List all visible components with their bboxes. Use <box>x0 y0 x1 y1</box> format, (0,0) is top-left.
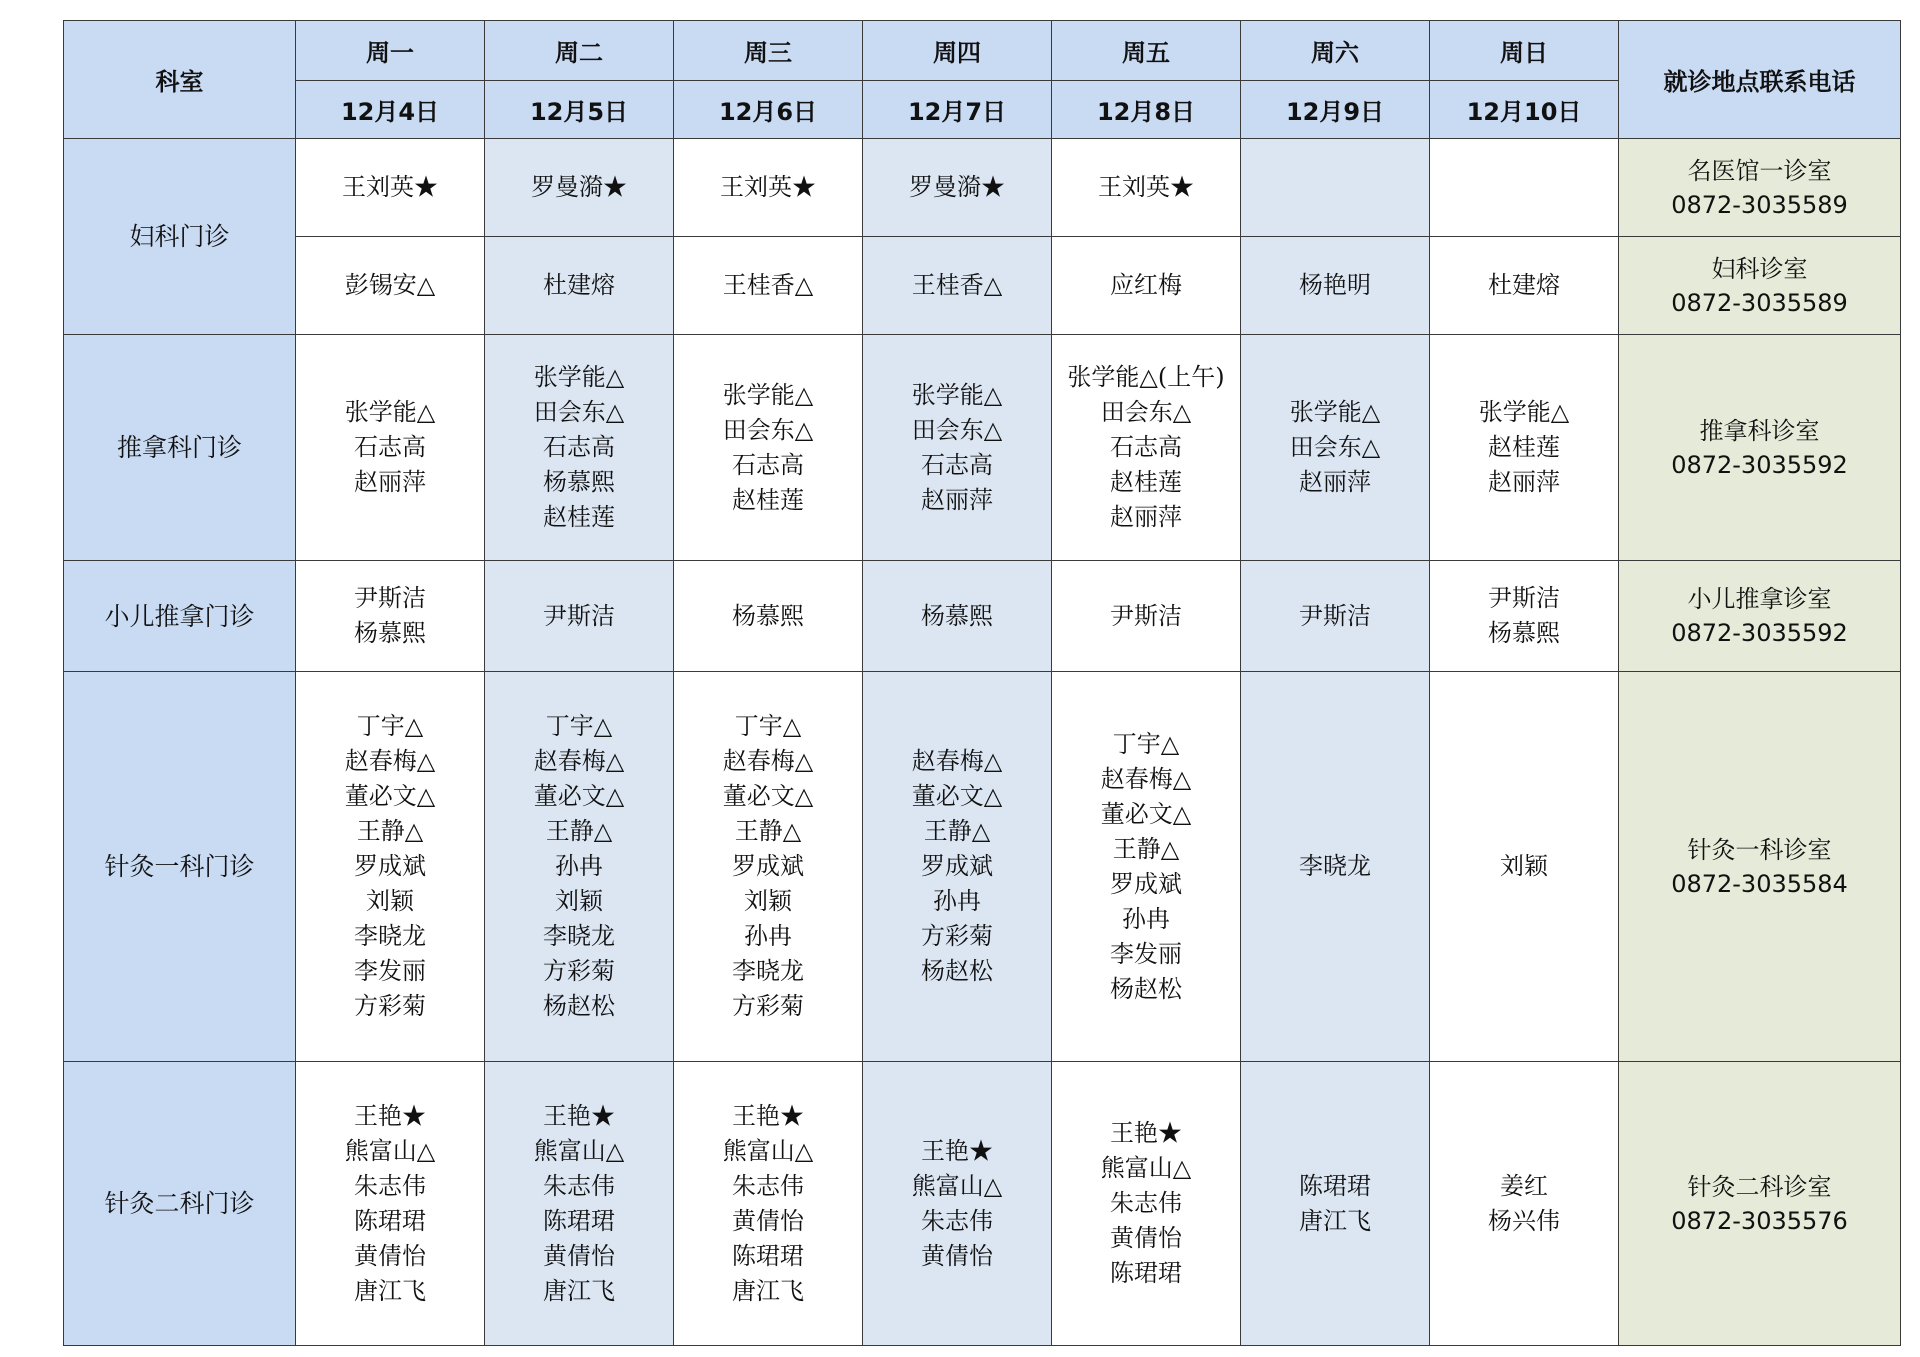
doctor-name: 王静△ <box>1112 834 1180 863</box>
schedule-body <box>64 139 1901 1346</box>
doctor-name: 陈珺珺 <box>543 1206 615 1235</box>
doctor-name: 石志高 <box>1110 433 1182 461</box>
doctor-name: 丁宇△ <box>356 712 424 740</box>
schedule-table <box>63 20 1901 1346</box>
header-weekday-mon: 周一 <box>296 21 485 81</box>
doctor-name: 赵桂莲 <box>1110 468 1182 496</box>
doctor-name: 石志高 <box>921 450 993 479</box>
schedule-cell-mon <box>296 335 485 561</box>
schedule-cell-sun <box>1430 561 1619 672</box>
doctor-name: 尹斯洁 <box>543 601 615 630</box>
location-acupuncture-1 <box>1619 672 1901 1062</box>
doctor-name: 黄倩怡 <box>543 1241 615 1270</box>
doctor-name: 尹斯洁 <box>354 584 426 612</box>
doctor-name: 罗成斌 <box>354 852 426 880</box>
doctor-name: 杨慕熙 <box>1488 619 1560 647</box>
header-weekday-thu: 周四 <box>863 21 1052 81</box>
doctor-name: 王静△ <box>356 817 424 845</box>
doctor-name: 熊富山△ <box>1100 1154 1192 1182</box>
doctor-name: 董必文△ <box>1100 799 1192 828</box>
doctor-name: 赵春梅△ <box>722 747 814 775</box>
doctor-name: 熊富山△ <box>344 1136 436 1165</box>
location-gynecology <box>1619 237 1901 335</box>
doctor-name: 姜红 <box>1500 1171 1548 1200</box>
department-tuina: 推拿科门诊 <box>64 335 296 561</box>
doctor-name: 彭锡安△ <box>344 271 436 299</box>
doctor-name: 孙冉 <box>744 922 792 950</box>
doctor-name: 杨赵松 <box>921 957 993 985</box>
doctor-name: 赵桂莲 <box>1488 433 1560 461</box>
doctor-name: 王艳★ <box>732 1101 804 1130</box>
doctor-name: 张学能△ <box>911 380 1003 409</box>
doctor-name: 罗曼漪★ <box>531 173 627 201</box>
doctor-name: 王艳★ <box>354 1101 426 1130</box>
doctor-name: 李晓龙 <box>732 957 804 985</box>
schedule-cell-mon <box>296 237 485 335</box>
header-date-sat: 12月9日 <box>1241 81 1430 139</box>
doctor-name: 赵丽萍 <box>1299 468 1371 496</box>
doctor-name: 赵丽萍 <box>354 468 426 496</box>
doctor-name: 丁宇△ <box>1112 729 1180 758</box>
doctor-name: 朱志伟 <box>732 1171 804 1200</box>
location-phone: 0872-3035584 <box>1671 869 1848 898</box>
header-date-fri: 12月8日 <box>1052 81 1241 139</box>
doctor-name: 方彩菊 <box>921 922 993 950</box>
schedule-cell-thu <box>863 1062 1052 1346</box>
schedule-cell-sun <box>1430 237 1619 335</box>
schedule-cell-sat <box>1241 1062 1430 1346</box>
doctor-name: 应红梅 <box>1110 271 1182 299</box>
doctor-name: 朱志伟 <box>921 1206 993 1235</box>
location-gynecology <box>1619 139 1901 237</box>
schedule-row-acupuncture-2 <box>64 1062 1901 1346</box>
doctor-name: 方彩菊 <box>543 957 615 985</box>
doctor-name: 董必文△ <box>344 782 436 810</box>
schedule-cell-sat <box>1241 672 1430 1062</box>
header-weekday-sat: 周六 <box>1241 21 1430 81</box>
schedule-cell-tue <box>485 139 674 237</box>
schedule-cell-mon <box>296 139 485 237</box>
doctor-name: 尹斯洁 <box>1299 601 1371 630</box>
doctor-name: 孙冉 <box>555 852 603 880</box>
header-date-mon: 12月4日 <box>296 81 485 139</box>
doctor-name: 田会东△ <box>1100 398 1192 426</box>
schedule-cell-thu <box>863 561 1052 672</box>
schedule-cell-fri <box>1052 1062 1241 1346</box>
doctor-name: 董必文△ <box>722 782 814 810</box>
doctor-name: 石志高 <box>354 433 426 461</box>
header-weekday-row <box>64 21 1901 81</box>
schedule-cell-wed <box>674 237 863 335</box>
schedule-cell-sun <box>1430 335 1619 561</box>
doctor-name: 方彩菊 <box>354 992 426 1020</box>
doctor-name: 陈珺珺 <box>1299 1171 1371 1200</box>
doctor-name: 罗成斌 <box>732 852 804 880</box>
schedule-cell-sat <box>1241 335 1430 561</box>
location-room: 小儿推拿诊室 <box>1687 585 1832 613</box>
doctor-name: 张学能△ <box>722 380 814 409</box>
location-phone: 0872-3035589 <box>1671 190 1848 219</box>
schedule-cell-thu <box>863 335 1052 561</box>
doctor-name: 王艳★ <box>921 1136 993 1165</box>
location-room: 针灸一科诊室 <box>1687 835 1832 864</box>
doctor-name: 李晓龙 <box>354 922 426 950</box>
doctor-name: 杨慕熙 <box>354 619 426 647</box>
doctor-name: 罗成斌 <box>1110 869 1182 898</box>
doctor-name: 赵春梅△ <box>344 747 436 775</box>
schedule-row-gynecology-2 <box>64 237 1901 335</box>
doctor-name: 孙冉 <box>1122 904 1170 933</box>
doctor-name: 张学能△(上午) <box>1067 363 1225 391</box>
header-date-wed: 12月6日 <box>674 81 863 139</box>
doctor-name: 唐江飞 <box>543 1276 615 1305</box>
doctor-name: 张学能△ <box>1289 398 1381 426</box>
doctor-name: 方彩菊 <box>732 992 804 1020</box>
doctor-name: 杜建熔 <box>543 271 615 299</box>
location-room: 名医馆一诊室 <box>1687 156 1832 185</box>
schedule-cell-sun <box>1430 672 1619 1062</box>
doctor-name: 赵春梅△ <box>1100 764 1192 793</box>
schedule-row-pediatric-tuina <box>64 561 1901 672</box>
doctor-name: 王静△ <box>545 817 613 845</box>
doctor-name: 王刘英★ <box>342 173 438 201</box>
schedule-cell-thu <box>863 237 1052 335</box>
doctor-name: 黄倩怡 <box>1110 1224 1182 1252</box>
schedule-row-acupuncture-1 <box>64 672 1901 1062</box>
location-room: 推拿科诊室 <box>1699 416 1820 445</box>
doctor-name: 李晓龙 <box>1299 852 1371 880</box>
doctor-name: 熊富山△ <box>911 1171 1003 1200</box>
doctor-name: 陈珺珺 <box>1110 1259 1182 1287</box>
schedule-cell-fri <box>1052 561 1241 672</box>
doctor-name: 李发丽 <box>354 957 426 985</box>
doctor-name: 王艳★ <box>543 1101 615 1130</box>
schedule-cell-sun <box>1430 139 1619 237</box>
location-room: 妇科诊室 <box>1711 254 1808 283</box>
header-weekday-fri: 周五 <box>1052 21 1241 81</box>
doctor-name: 黄倩怡 <box>732 1206 804 1235</box>
doctor-name: 丁宇△ <box>545 712 613 740</box>
schedule-cell-sat <box>1241 139 1430 237</box>
department-gynecology: 妇科门诊 <box>64 139 296 335</box>
header-dept: 科室 <box>64 21 296 139</box>
schedule-cell-wed <box>674 672 863 1062</box>
doctor-name: 杨慕熙 <box>732 601 804 630</box>
schedule-cell-sun <box>1430 1062 1619 1346</box>
schedule-cell-fri <box>1052 139 1241 237</box>
header-date-sun: 12月10日 <box>1430 81 1619 139</box>
doctor-name: 田会东△ <box>533 398 625 426</box>
doctor-name: 王艳★ <box>1110 1119 1182 1147</box>
header-date-tue: 12月5日 <box>485 81 674 139</box>
schedule-cell-fri <box>1052 237 1241 335</box>
schedule-cell-thu <box>863 139 1052 237</box>
doctor-name: 唐江飞 <box>1299 1206 1371 1235</box>
location-tuina <box>1619 335 1901 561</box>
doctor-name: 罗曼漪★ <box>909 173 1005 201</box>
doctor-name: 朱志伟 <box>543 1171 615 1200</box>
location-room: 针灸二科诊室 <box>1687 1172 1832 1201</box>
location-phone: 0872-3035592 <box>1671 450 1848 479</box>
doctor-name: 石志高 <box>732 450 804 479</box>
doctor-name: 张学能△ <box>1478 398 1570 426</box>
doctor-name: 王桂香△ <box>722 271 814 299</box>
location-phone: 0872-3035592 <box>1671 619 1848 647</box>
doctor-name: 赵春梅△ <box>533 747 625 775</box>
doctor-name: 赵丽萍 <box>921 485 993 514</box>
doctor-name: 熊富山△ <box>722 1136 814 1165</box>
doctor-name: 孙冉 <box>933 887 981 915</box>
doctor-name: 杜建熔 <box>1488 271 1560 299</box>
doctor-name: 尹斯洁 <box>1488 584 1560 612</box>
doctor-name: 黄倩怡 <box>354 1241 426 1270</box>
schedule-cell-sat <box>1241 237 1430 335</box>
doctor-name: 张学能△ <box>533 363 625 391</box>
doctor-name: 熊富山△ <box>533 1136 625 1165</box>
doctor-name: 陈珺珺 <box>732 1241 804 1270</box>
doctor-name: 王静△ <box>734 817 802 845</box>
header-location: 就诊地点联系电话 <box>1619 21 1901 139</box>
department-acupuncture-2: 针灸二科门诊 <box>64 1062 296 1346</box>
doctor-name: 田会东△ <box>1289 433 1381 461</box>
doctor-name: 丁宇△ <box>734 712 802 740</box>
doctor-name: 罗成斌 <box>921 852 993 880</box>
doctor-name: 李晓龙 <box>543 922 615 950</box>
schedule-cell-mon <box>296 1062 485 1346</box>
location-phone: 0872-3035589 <box>1671 288 1848 317</box>
doctor-name: 赵桂莲 <box>732 485 804 514</box>
doctor-name: 刘颖 <box>366 887 414 915</box>
doctor-name: 王刘英★ <box>1098 173 1194 201</box>
schedule-row-gynecology-1 <box>64 139 1901 237</box>
schedule-cell-tue <box>485 335 674 561</box>
doctor-name: 杨赵松 <box>543 992 615 1020</box>
schedule-cell-fri <box>1052 672 1241 1062</box>
header-weekday-wed: 周三 <box>674 21 863 81</box>
schedule-cell-wed <box>674 561 863 672</box>
department-acupuncture-1: 针灸一科门诊 <box>64 672 296 1062</box>
doctor-name: 石志高 <box>543 433 615 461</box>
doctor-name: 杨艳明 <box>1299 271 1371 299</box>
doctor-name: 朱志伟 <box>354 1171 426 1200</box>
doctor-name: 黄倩怡 <box>921 1241 993 1270</box>
doctor-name: 董必文△ <box>533 782 625 810</box>
schedule-cell-wed <box>674 1062 863 1346</box>
doctor-name: 杨兴伟 <box>1488 1206 1560 1235</box>
doctor-name: 赵丽萍 <box>1110 503 1182 531</box>
schedule-cell-fri <box>1052 335 1241 561</box>
schedule-cell-tue <box>485 672 674 1062</box>
schedule-cell-mon <box>296 561 485 672</box>
doctor-name: 尹斯洁 <box>1110 601 1182 630</box>
doctor-name: 唐江飞 <box>732 1276 804 1305</box>
doctor-name: 唐江飞 <box>354 1276 426 1305</box>
doctor-name: 田会东△ <box>911 415 1003 444</box>
doctor-name: 杨慕熙 <box>543 468 615 496</box>
schedule-cell-mon <box>296 672 485 1062</box>
doctor-name: 赵春梅△ <box>911 747 1003 775</box>
doctor-name: 董必文△ <box>911 782 1003 810</box>
schedule-cell-wed <box>674 139 863 237</box>
doctor-name: 刘颖 <box>744 887 792 915</box>
schedule-row-tuina <box>64 335 1901 561</box>
doctor-name: 杨慕熙 <box>921 601 993 630</box>
doctor-name: 赵丽萍 <box>1488 468 1560 496</box>
doctor-name: 朱志伟 <box>1110 1189 1182 1217</box>
doctor-name: 陈珺珺 <box>354 1206 426 1235</box>
schedule-cell-tue <box>485 237 674 335</box>
schedule-cell-tue <box>485 561 674 672</box>
doctor-name: 王桂香△ <box>911 271 1003 299</box>
doctor-name: 杨赵松 <box>1110 974 1182 1003</box>
doctor-name: 李发丽 <box>1110 939 1182 968</box>
doctor-name: 赵桂莲 <box>543 503 615 531</box>
location-phone: 0872-3035576 <box>1671 1206 1848 1235</box>
schedule-cell-wed <box>674 335 863 561</box>
location-acupuncture-2 <box>1619 1062 1901 1346</box>
doctor-name: 刘颖 <box>1500 852 1548 880</box>
schedule-cell-thu <box>863 672 1052 1062</box>
department-pediatric-tuina: 小儿推拿门诊 <box>64 561 296 672</box>
header-weekday-sun: 周日 <box>1430 21 1619 81</box>
schedule-cell-tue <box>485 1062 674 1346</box>
schedule-cell-sat <box>1241 561 1430 672</box>
header-weekday-tue: 周二 <box>485 21 674 81</box>
doctor-name: 王刘英★ <box>720 173 816 201</box>
doctor-name: 王静△ <box>923 817 991 845</box>
doctor-name: 刘颖 <box>555 887 603 915</box>
doctor-name: 田会东△ <box>722 415 814 444</box>
location-pediatric-tuina <box>1619 561 1901 672</box>
header-date-thu: 12月7日 <box>863 81 1052 139</box>
doctor-name: 张学能△ <box>344 398 436 426</box>
